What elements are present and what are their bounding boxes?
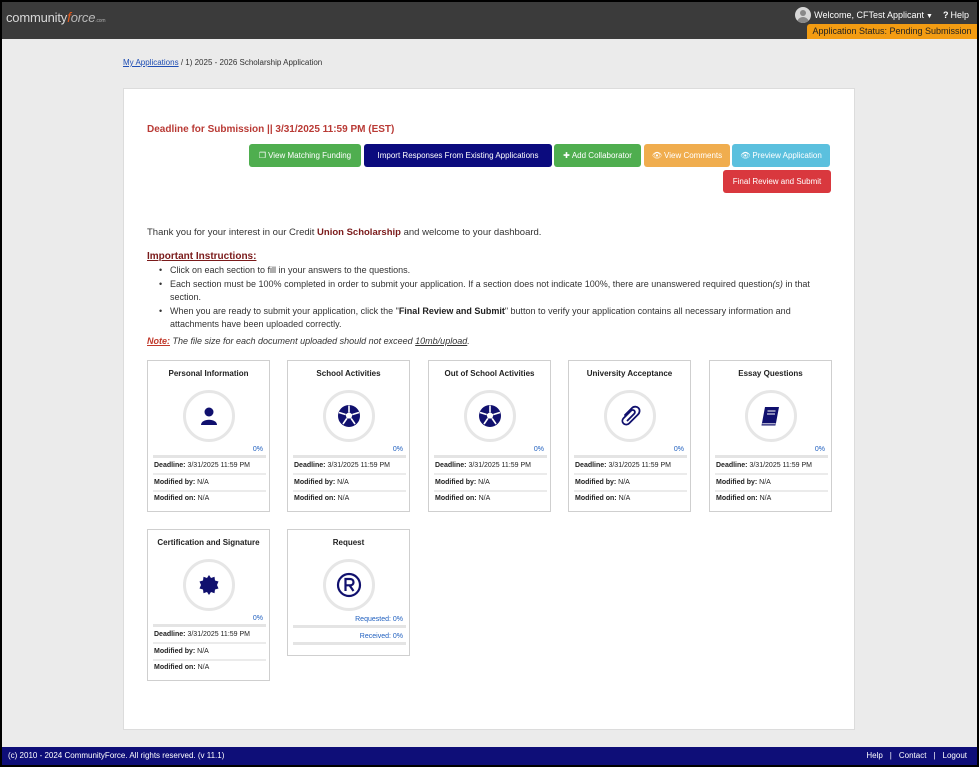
intro-text: Thank you for your interest in our Credit Union Scholarship and welcome to your dashboard.	[147, 227, 542, 238]
footer-logout-link[interactable]: Logout	[942, 751, 967, 760]
modified-by-row: Modified by: N/A	[154, 648, 209, 655]
card-icon-circle	[604, 390, 656, 442]
completion-percent: 0%	[252, 446, 263, 453]
book-icon	[759, 404, 783, 428]
card-icon-circle	[183, 390, 235, 442]
received-bar	[293, 642, 406, 645]
deadline-row: Deadline: 3/31/2025 11:59 PM	[154, 462, 250, 469]
card-title: Personal Information	[168, 369, 249, 378]
card-title: School Activities	[316, 369, 381, 378]
section-card-school-activities[interactable]	[287, 360, 410, 512]
avatar[interactable]	[795, 7, 811, 23]
modified-on-row: Modified on: N/A	[435, 495, 491, 502]
deadline-row: Deadline: 3/31/2025 11:59 PM	[716, 462, 812, 469]
eye-icon: 👁	[651, 151, 663, 160]
breadcrumb-my-applications[interactable]: My Applications	[123, 58, 179, 67]
card-title: Essay Questions	[738, 369, 803, 378]
progress-bar	[434, 455, 547, 458]
card-icon-circle	[323, 559, 375, 611]
dashboard-panel	[123, 88, 855, 730]
badge-icon	[198, 574, 220, 596]
breadcrumb	[123, 58, 322, 67]
registered-icon	[336, 572, 362, 598]
view-comments-button[interactable]: 👁 View Comments	[644, 144, 730, 167]
copyright-text: (c) 2010 - 2024 CommunityForce. All rights reserved. (v 11.1)	[8, 751, 225, 760]
instruction-item: • Click on each section to fill in your answers to the questions.	[158, 264, 838, 278]
soccer-ball-icon	[478, 404, 502, 428]
user-area	[795, 7, 969, 23]
footer-help-link[interactable]: Help	[866, 751, 883, 760]
instructions-title: Important Instructions:	[147, 251, 257, 262]
card-title: Request	[332, 538, 365, 547]
submission-deadline: Deadline for Submission || 3/31/2025 11:59 PM (EST)	[147, 124, 395, 135]
file-size-note: Note: The file size for each document uploaded should not exceed 10mb/upload.	[147, 336, 470, 346]
user-menu[interactable]	[814, 10, 933, 20]
deadline-row: Deadline: 3/31/2025 11:59 PM	[294, 462, 390, 469]
modified-on-row: Modified on: N/A	[716, 495, 772, 502]
instruction-item: • When you are ready to submit your application, click the "Final Review and Submit" button to verify your application contains all necessary information and attachments have been uploaded correctly.	[158, 305, 838, 332]
communityforce-logo[interactable]: communityforce.com	[6, 9, 106, 25]
section-card-certification-signature[interactable]	[147, 529, 270, 681]
import-responses-button[interactable]: Import Responses From Existing Applications	[364, 144, 552, 167]
application-status-badge: Application Status: Pending Submission	[807, 24, 977, 39]
footer-contact-link[interactable]: Contact	[898, 751, 927, 760]
final-review-submit-button[interactable]: Final Review and Submit	[723, 170, 831, 193]
modified-on-row: Modified on: N/A	[575, 495, 631, 502]
modified-by-row: Modified by: N/A	[575, 479, 630, 486]
deadline-row: Deadline: 3/31/2025 11:59 PM	[154, 631, 250, 638]
section-card-out-of-school-activities[interactable]	[428, 360, 551, 512]
instruction-item: • Each section must be 100% completed in order to submit your application. If a section does not indicate 100%, there are unanswered required question(s) in that section.	[158, 278, 838, 305]
card-title: Certification and Signature	[157, 538, 260, 547]
progress-bar	[715, 455, 828, 458]
person-icon	[199, 406, 219, 426]
modified-by-row: Modified by: N/A	[435, 479, 490, 486]
requested-percent: Requested: 0%	[355, 616, 403, 623]
eye-icon: 👁	[740, 151, 751, 160]
section-card-personal-information[interactable]	[147, 360, 270, 512]
footer-separator: |	[889, 751, 892, 760]
section-card-request[interactable]	[287, 529, 410, 656]
completion-percent: 0%	[252, 615, 263, 622]
footer	[2, 747, 977, 765]
section-card-essay-questions[interactable]	[709, 360, 832, 512]
card-icon-circle	[464, 390, 516, 442]
section-card-university-acceptance[interactable]	[568, 360, 691, 512]
requested-bar	[293, 625, 406, 628]
plus-icon: ✚	[563, 151, 570, 160]
app-window	[2, 2, 977, 765]
footer-links	[866, 751, 967, 760]
card-icon-circle	[183, 559, 235, 611]
modified-on-row: Modified on: N/A	[294, 495, 350, 502]
card-icon-circle	[745, 390, 797, 442]
completion-percent: 0%	[392, 446, 403, 453]
modified-on-row: Modified on: N/A	[154, 664, 210, 671]
soccer-ball-icon	[337, 404, 361, 428]
card-icon-circle	[323, 390, 375, 442]
preview-application-button[interactable]: 👁 Preview Application	[732, 144, 830, 167]
completion-percent: 0%	[814, 446, 825, 453]
modified-by-row: Modified by: N/A	[154, 479, 209, 486]
top-bar	[2, 2, 977, 39]
modified-on-row: Modified on: N/A	[154, 495, 210, 502]
deadline-row: Deadline: 3/31/2025 11:59 PM	[575, 462, 671, 469]
help-link[interactable]: ? Help	[942, 10, 969, 20]
copy-icon: ❐	[258, 151, 267, 160]
paperclip-icon	[618, 404, 642, 428]
received-percent: Received: 0%	[359, 633, 403, 640]
modified-by-row: Modified by: N/A	[716, 479, 771, 486]
progress-bar	[574, 455, 687, 458]
card-title: University Acceptance	[586, 369, 673, 378]
view-matching-funding-button[interactable]: ❐ View Matching Funding	[249, 144, 361, 167]
caret-down-icon: ▼	[926, 13, 933, 20]
question-icon: ?	[942, 10, 949, 20]
add-collaborator-button[interactable]: ✚ Add Collaborator	[554, 144, 641, 167]
modified-by-row: Modified by: N/A	[294, 479, 349, 486]
card-title: Out of School Activities	[444, 369, 535, 378]
welcome-text: Welcome, CFTest Applicant	[814, 10, 925, 20]
completion-percent: 0%	[673, 446, 684, 453]
breadcrumb-current: / 1) 2025 - 2026 Scholarship Application	[178, 58, 323, 67]
progress-bar	[153, 455, 266, 458]
progress-bar	[153, 624, 266, 627]
footer-separator: |	[933, 751, 936, 760]
completion-percent: 0%	[533, 446, 544, 453]
instructions-list	[158, 264, 838, 332]
progress-bar	[293, 455, 406, 458]
deadline-row: Deadline: 3/31/2025 11:59 PM	[435, 462, 531, 469]
